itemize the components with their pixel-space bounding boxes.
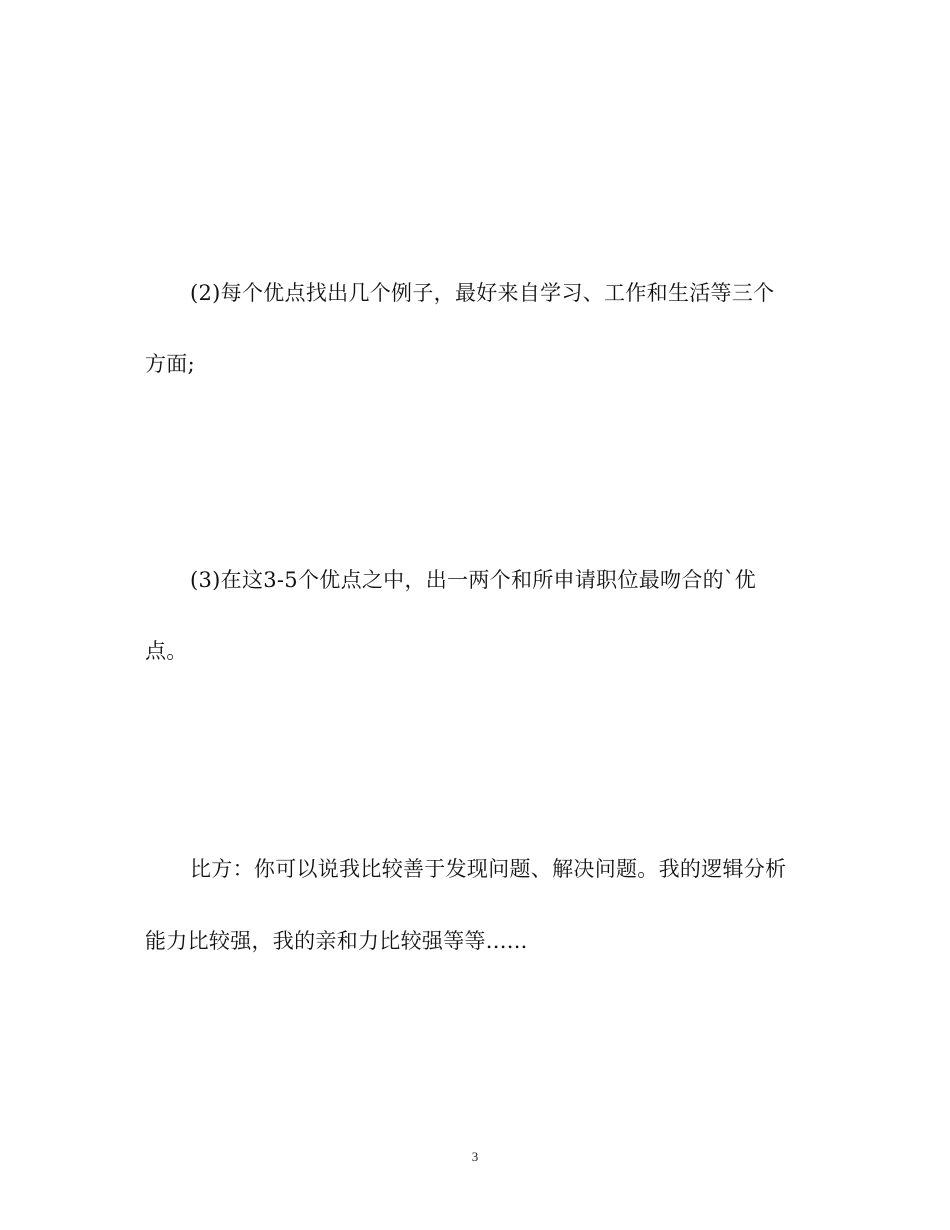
paragraph-2-line-2: 方面; [145,352,195,376]
example-paragraph-line-1: 比方：你可以说我比较善于发现问题、解决问题。我的逻辑分析 [190,857,787,881]
paragraph-3-line-2: 点。 [145,639,188,663]
paragraph-3-line-1: (3)在这3-5个优点之中，出一两个和所申请职位最吻合的`优 [190,568,757,592]
page-number: 3 [471,1149,479,1164]
paragraph-2-line-1: (2)每个优点找出几个例子，最好来自学习、工作和生活等三个 [190,281,775,305]
example-paragraph-line-2: 能力比较强，我的亲和力比较强等等...... [145,929,528,953]
